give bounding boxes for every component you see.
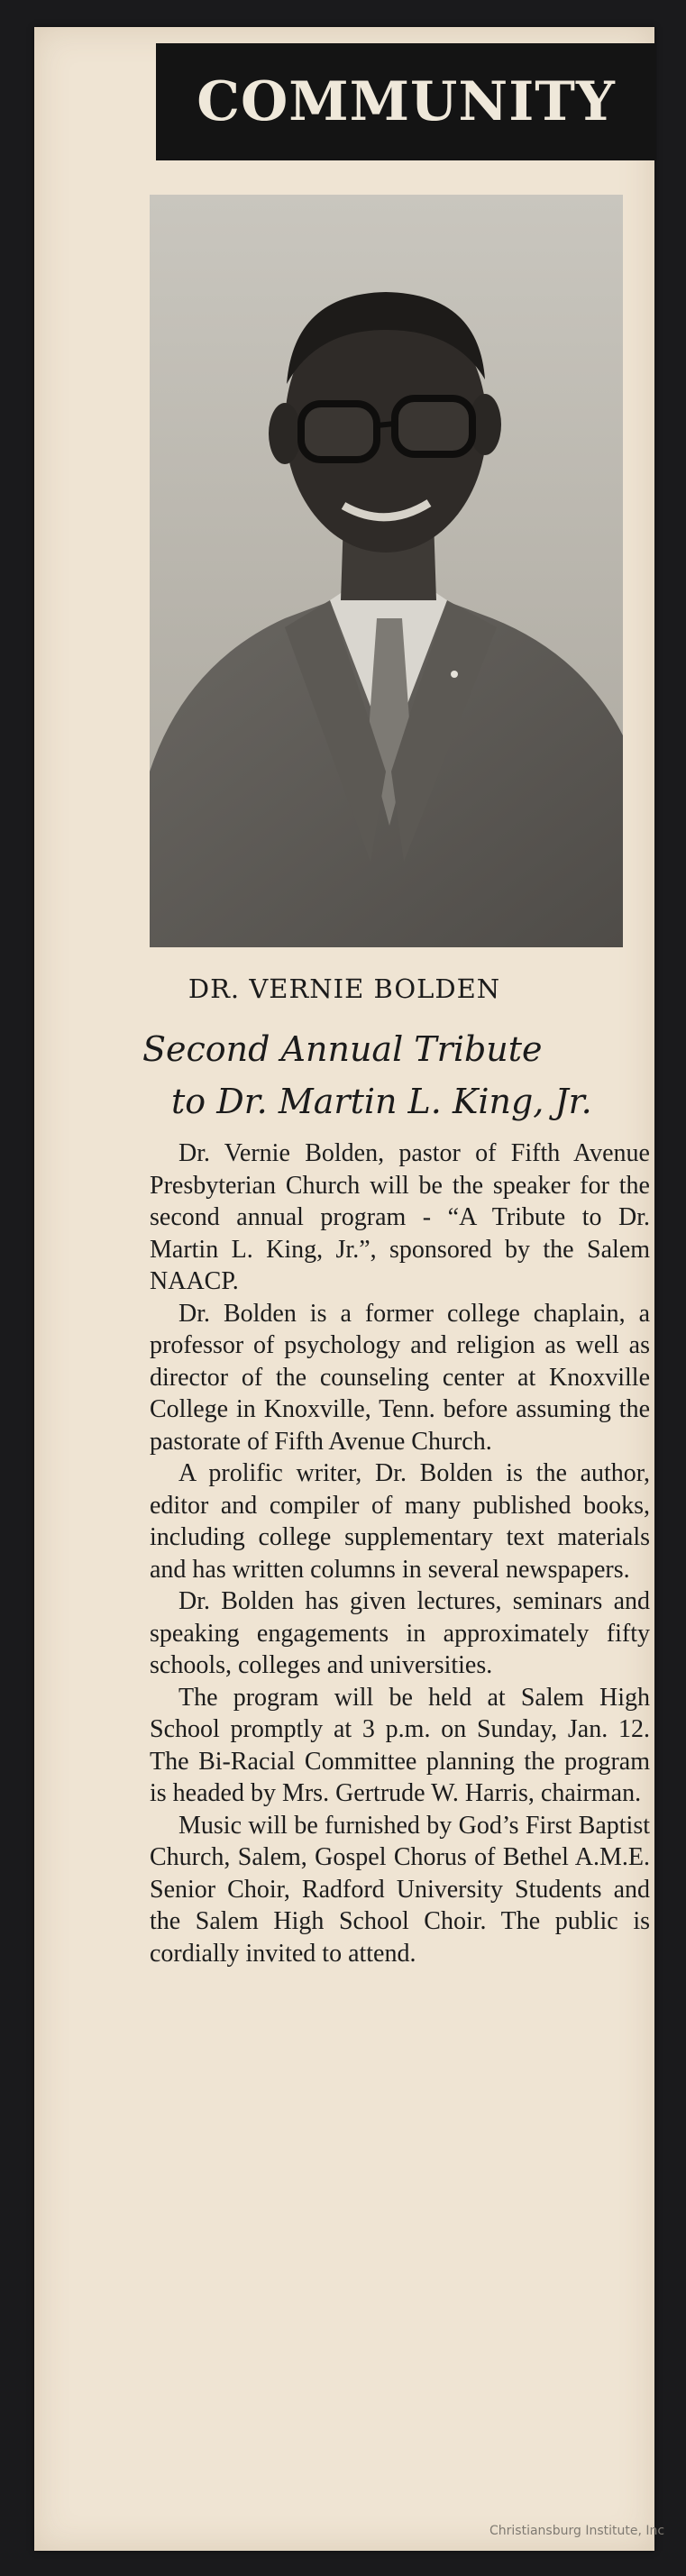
article-paragraph: Dr. Vernie Bolden, pastor of Fifth Avenue Presbyterian Church will be the speaker for the second annual program - “A Tribute to Dr. Martin L. King, Jr.”, sponsored by the Salem NAACP.	[150, 1139, 650, 1295]
article-paragraph: A prolific writer, Dr. Bolden is the author, editor and compiler of many published books, including college supplementary text materials and has written columns in several newspapers.	[150, 1459, 650, 1584]
archive-watermark: Christiansburg Institute, Inc	[489, 2524, 665, 2538]
newspaper-clipping	[34, 27, 665, 2551]
article-paragraph: The program will be held at Salem High School promptly at 3 p.m. on Sunday, Jan. 12. The Bi-Racial Committee planning the program is headed by Mrs. Gertrude W. Harris, chairman.	[150, 1683, 650, 1807]
article-paragraph: Dr. Bolden is a former college chaplain, a professor of psychology and religion as well as director of the counseling center at Knoxville College in Knoxville, Tenn. before assuming the pastorate of Fifth Avenue Church.	[150, 1299, 650, 1456]
portrait-photo	[150, 195, 623, 947]
portrait-illustration	[150, 195, 623, 947]
section-header-title: COMMUNITY	[197, 70, 616, 133]
article-paragraph: Music will be furnished by God’s First Baptist Church, Salem, Gospel Chorus of Bethel A.M.E. Senior Choir, Radford University Students and the Salem High School Choir. The public is cordially invited to attend.	[150, 1811, 650, 1968]
headline-line-2: to Dr. Martin L. King, Jr.	[171, 1082, 592, 1121]
photo-caption-name: DR. VERNIE BOLDEN	[188, 973, 501, 1004]
section-header-bar	[156, 43, 656, 160]
article-body	[150, 1137, 650, 1969]
article-paragraph: Dr. Bolden has given lectures, seminars and speaking engagements in approximately fifty schools, colleges and universities.	[150, 1587, 650, 1679]
article-headline	[34, 1023, 654, 1128]
headline-line-1: Second Annual Tribute	[142, 1029, 543, 1069]
